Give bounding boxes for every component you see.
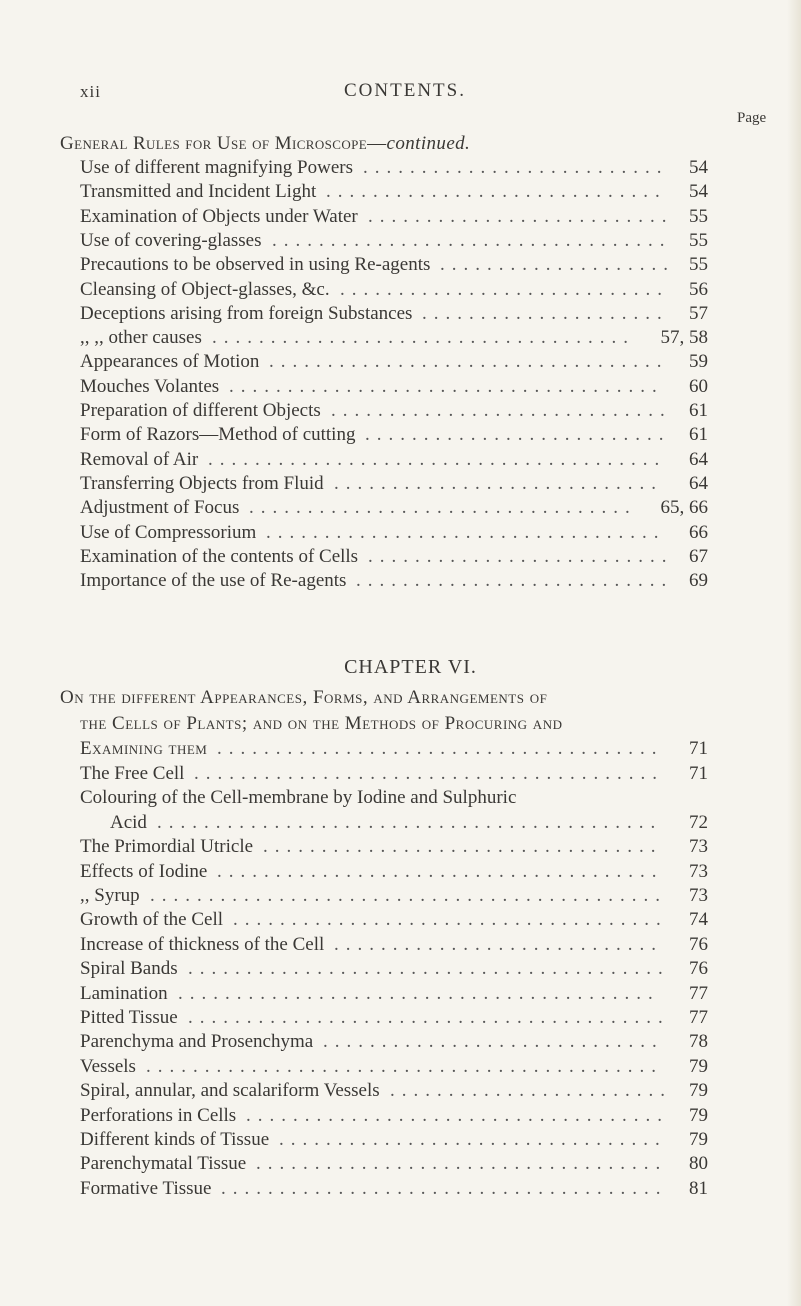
toc-entry	[80, 836, 708, 858]
toc-entry	[80, 1031, 708, 1053]
chapter-heading-line-1: On the different Appearances, Forms, and Arrangements of	[60, 687, 548, 708]
toc-entry-label: Deceptions arising from foreign Substances	[80, 302, 413, 324]
toc-entry	[80, 909, 708, 931]
leader-dots: .............................	[323, 1031, 664, 1053]
leader-dots: .........................................	[188, 958, 670, 980]
leader-dots: ...........................................	[157, 811, 663, 833]
toc-entry-label: Cleansing of Object-glasses, &c.	[80, 278, 330, 300]
toc-entry	[80, 327, 708, 349]
leader-dots: .....................................	[229, 375, 664, 397]
toc-entry-label: Increase of thickness of the Cell	[80, 933, 325, 955]
leader-dots: ...........................	[356, 570, 674, 592]
toc-entry-page: 69	[689, 570, 708, 592]
toc-entry	[80, 449, 708, 471]
leader-dots: ..........................	[368, 545, 674, 567]
toc-entry-page: 55	[689, 205, 708, 227]
toc-entry-page: 76	[689, 958, 708, 980]
toc-entry-label: Use of covering-glasses	[80, 229, 262, 251]
toc-entry-label: Effects of Iodine	[80, 860, 208, 882]
leader-dots: ............................	[334, 472, 663, 494]
toc-entry	[80, 1105, 708, 1127]
page-number: xii	[80, 82, 101, 101]
toc-entry	[80, 1178, 708, 1200]
toc-entry	[80, 885, 708, 907]
toc-entry-label: The Free Cell	[80, 763, 185, 784]
page-edge-shadow	[787, 0, 801, 1306]
leader-dots: .................................	[249, 497, 637, 519]
leader-dots: .....................................	[233, 909, 668, 931]
toc-entry-page: 67	[689, 545, 708, 567]
chapter-heading-line-3	[80, 738, 708, 760]
leader-dots: .................................	[279, 1129, 667, 1150]
section-heading	[60, 133, 470, 155]
leader-dots: ............................	[334, 933, 663, 955]
toc-entry-page: 78	[689, 1031, 708, 1053]
toc-entry-label: Use of different magnifying Powers	[80, 157, 353, 178]
toc-entry-label: Pitted Tissue	[80, 1007, 178, 1028]
leader-dots: ..................................	[266, 521, 666, 543]
leader-dots: ............................	[340, 278, 669, 300]
toc-entry	[80, 934, 708, 956]
toc-entry-page: 60	[689, 375, 708, 397]
section-heading-text: General Rules for Use of Microscope—	[60, 133, 387, 154]
toc-entry-label: Spiral Bands	[80, 958, 178, 980]
toc-entry-label: Preparation of different Objects	[80, 400, 321, 421]
toc-entry	[80, 279, 708, 301]
toc-entry-label: Precautions to be observed in using Re-agents	[80, 254, 431, 276]
toc-entry	[80, 254, 708, 276]
toc-entry-label: Examination of Objects under Water	[80, 205, 358, 227]
leader-dots: ............................................	[150, 885, 667, 906]
toc-entry	[80, 1007, 708, 1029]
toc-entry-page: 57	[689, 302, 708, 324]
toc-entry-page: 61	[689, 400, 708, 421]
toc-entry-label: Formative Tissue	[80, 1177, 212, 1199]
toc-entry-label: Mouches Volantes	[80, 375, 220, 397]
toc-entry	[80, 1056, 708, 1078]
leader-dots: ............................................	[146, 1055, 663, 1077]
toc-entry-label: The Primordial Utricle	[80, 836, 254, 858]
toc-entry	[80, 958, 708, 980]
toc-entry-page: 61	[689, 424, 708, 446]
toc-entry	[80, 1129, 708, 1151]
toc-entry-page: 64	[689, 472, 708, 494]
toc-entry-label: Importance of the use of Re-agents	[80, 570, 347, 592]
toc-entry	[80, 206, 708, 228]
toc-entry-label: Parenchymatal Tissue	[80, 1153, 247, 1175]
toc-entry-page: 74	[689, 909, 708, 931]
toc-entry-label: Spiral, annular, and scalariform Vessels	[80, 1080, 380, 1102]
toc-entry	[80, 424, 708, 446]
leader-dots: ......................................	[217, 738, 664, 759]
chapter-heading-line-2: the Cells of Plants; and on the Methods of Procuring and	[80, 713, 563, 734]
leader-dots: ..................................	[263, 836, 663, 858]
leader-dots: .........................................	[188, 1007, 670, 1028]
leader-dots: .............................	[331, 400, 672, 421]
leader-dots: ..........................	[368, 205, 674, 227]
toc-entry	[80, 157, 708, 179]
toc-entry-label: Parenchyma and Prosenchyma	[80, 1031, 314, 1053]
toc-entry-page: 54	[689, 157, 708, 178]
toc-entry-page: 73	[689, 860, 708, 882]
toc-entry-label: Transferring Objects from Fluid	[80, 472, 324, 494]
leader-dots: ..................................	[269, 351, 669, 373]
toc-entry-page: 79	[689, 1080, 708, 1102]
toc-entry-label: Perforations in Cells	[80, 1104, 237, 1126]
toc-entry-page: 76	[689, 933, 708, 955]
toc-entry-page: 56	[689, 278, 708, 300]
toc-entry	[80, 181, 708, 203]
leader-dots: .............................	[326, 181, 667, 203]
toc-entry-page: 54	[689, 181, 708, 203]
leader-dots: ..........................	[365, 424, 671, 446]
leader-dots: ......................................	[217, 860, 664, 882]
toc-entry-page: 64	[689, 448, 708, 470]
toc-entry-label: Removal of Air	[80, 448, 199, 470]
toc-entry	[80, 376, 708, 398]
toc-entry	[80, 1153, 708, 1175]
toc-entry-page: 57, 58	[660, 327, 708, 349]
toc-entry	[80, 1080, 708, 1102]
toc-entry-label: Transmitted and Incident Light	[80, 181, 317, 203]
toc-entry-label: ,, Syrup	[80, 885, 140, 906]
leader-dots: ........................................	[194, 763, 664, 784]
toc-entry	[80, 763, 708, 785]
toc-entry-label: Adjustment of Focus	[80, 497, 240, 519]
leader-dots: ....................	[440, 254, 675, 276]
leader-dots: ...................................	[256, 1153, 668, 1175]
leader-dots: ........................	[390, 1080, 672, 1102]
toc-entry	[80, 351, 708, 373]
toc-entry	[80, 230, 708, 252]
page-column-label: Page	[737, 110, 767, 126]
toc-entry	[80, 473, 708, 495]
toc-entry-page: 65, 66	[660, 497, 708, 519]
toc-entry-label: Use of Compressorium	[80, 521, 257, 543]
toc-entry-label: Acid	[110, 811, 147, 833]
toc-entry	[80, 303, 708, 325]
toc-entry-page: 73	[689, 836, 708, 858]
toc-entry	[80, 546, 708, 568]
toc-entry	[80, 787, 708, 809]
toc-entry-label: Different kinds of Tissue	[80, 1129, 270, 1150]
toc-entry-label: Colouring of the Cell-membrane by Iodine and Sulphuric	[80, 787, 517, 809]
toc-entry-page: 80	[689, 1153, 708, 1175]
toc-entry	[80, 861, 708, 883]
leader-dots: .......................................	[208, 448, 667, 470]
leader-dots: ..................................	[272, 229, 672, 251]
toc-entry	[80, 522, 708, 544]
toc-entry-page: 55	[689, 229, 708, 251]
toc-entry-page: 72	[689, 811, 708, 833]
section-heading-continued: continued.	[386, 133, 471, 154]
toc-entry	[80, 983, 708, 1005]
toc-entry-page: 55	[689, 254, 708, 276]
toc-entry-page: 73	[689, 885, 708, 906]
toc-entry	[80, 570, 708, 592]
chapter-heading-page: 71	[689, 738, 708, 759]
leader-dots: .....................	[422, 302, 669, 324]
toc-entry-label: ,, ,, other causes	[80, 327, 202, 349]
leader-dots: ......................................	[221, 1177, 668, 1199]
toc-entry	[80, 812, 708, 834]
chapter-title: CHAPTER VI.	[344, 656, 477, 678]
toc-entry	[80, 497, 708, 519]
toc-entry-label: Appearances of Motion	[80, 351, 260, 373]
running-title: CONTENTS.	[344, 80, 466, 101]
leader-dots: ....................................	[246, 1104, 669, 1126]
toc-entry-page: 79	[689, 1055, 708, 1077]
toc-entry-page: 79	[689, 1104, 708, 1126]
toc-entry-page: 81	[689, 1177, 708, 1199]
toc-entry-page: 66	[689, 521, 708, 543]
leader-dots: ..........................	[363, 157, 669, 178]
toc-entry-label: Form of Razors—Method of cutting	[80, 424, 356, 446]
leader-dots: ....................................	[212, 327, 635, 349]
chapter-heading-line-3-text: Examining them	[80, 738, 208, 759]
toc-entry-page: 79	[689, 1129, 708, 1150]
toc-entry-label: Lamination	[80, 982, 168, 1004]
toc-entry-page: 77	[689, 1007, 708, 1028]
toc-entry-page: 71	[689, 763, 708, 784]
toc-entry-label: Examination of the contents of Cells	[80, 545, 359, 567]
toc-entry-page: 77	[689, 982, 708, 1004]
toc-entry	[80, 400, 708, 422]
leader-dots: .........................................	[178, 982, 660, 1004]
toc-entry-label: Vessels	[80, 1055, 136, 1077]
toc-entry-label: Growth of the Cell	[80, 909, 224, 931]
toc-entry-page: 59	[689, 351, 708, 373]
